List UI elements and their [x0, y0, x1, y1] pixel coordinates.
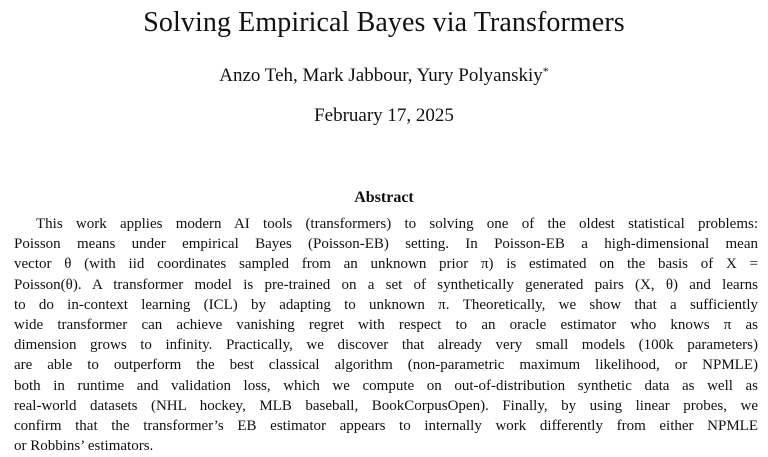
abstract-line: both in runtime and validation loss, which we compute on out-of-distribution synthetic data as well as	[14, 377, 758, 394]
abstract-line: are able to outperform the best classical algorithm (non-parametric maximum likelihood, or NPMLE)	[14, 357, 758, 374]
author-footnote-mark: *	[542, 64, 549, 78]
abstract-line: wide transformer can achieve vanishing regret with respect to an oracle estimator who knows π as	[14, 317, 758, 334]
abstract-line: Poisson(θ). A transformer model is pre-trained on a set of synthetically generated pairs (X, θ) and learns	[14, 276, 758, 293]
paper-title: Solving Empirical Bayes via Transformers	[143, 7, 625, 38]
abstract-line: confirm that the transformer’s EB estimator appears to internally work differently from either NPMLE	[14, 418, 758, 435]
author-names: Anzo Teh, Mark Jabbour, Yury Polyanskiy	[219, 65, 543, 86]
abstract-line: vector θ (with iid coordinates sampled from an unknown prior π) is estimated on the basis of X =	[14, 256, 758, 273]
abstract-line: Poisson means under empirical Bayes (Poisson-EB) setting. In Poisson-EB a high-dimensional mean	[14, 236, 758, 253]
abstract-heading: Abstract	[354, 189, 414, 206]
abstract-body	[14, 214, 758, 456]
abstract-line: dimension grows to infinity. Practically, we discover that already very small models (100k parameters)	[14, 337, 758, 354]
abstract-line: This work applies modern AI tools (transformers) to solving one of the oldest statistical problems:	[36, 216, 758, 232]
paper-authors	[0, 64, 768, 88]
abstract-line: to do in-context learning (ICL) by adapting to unknown π. Theoretically, we show that a sufficiently	[14, 296, 758, 313]
paper-date: February 17, 2025	[314, 105, 454, 126]
abstract-line: or Robbins’ estimators.	[14, 438, 154, 455]
abstract-line: real-world datasets (NHL hockey, MLB baseball, BookCorpusOpen). Finally, by using linear probes, we	[14, 397, 758, 414]
